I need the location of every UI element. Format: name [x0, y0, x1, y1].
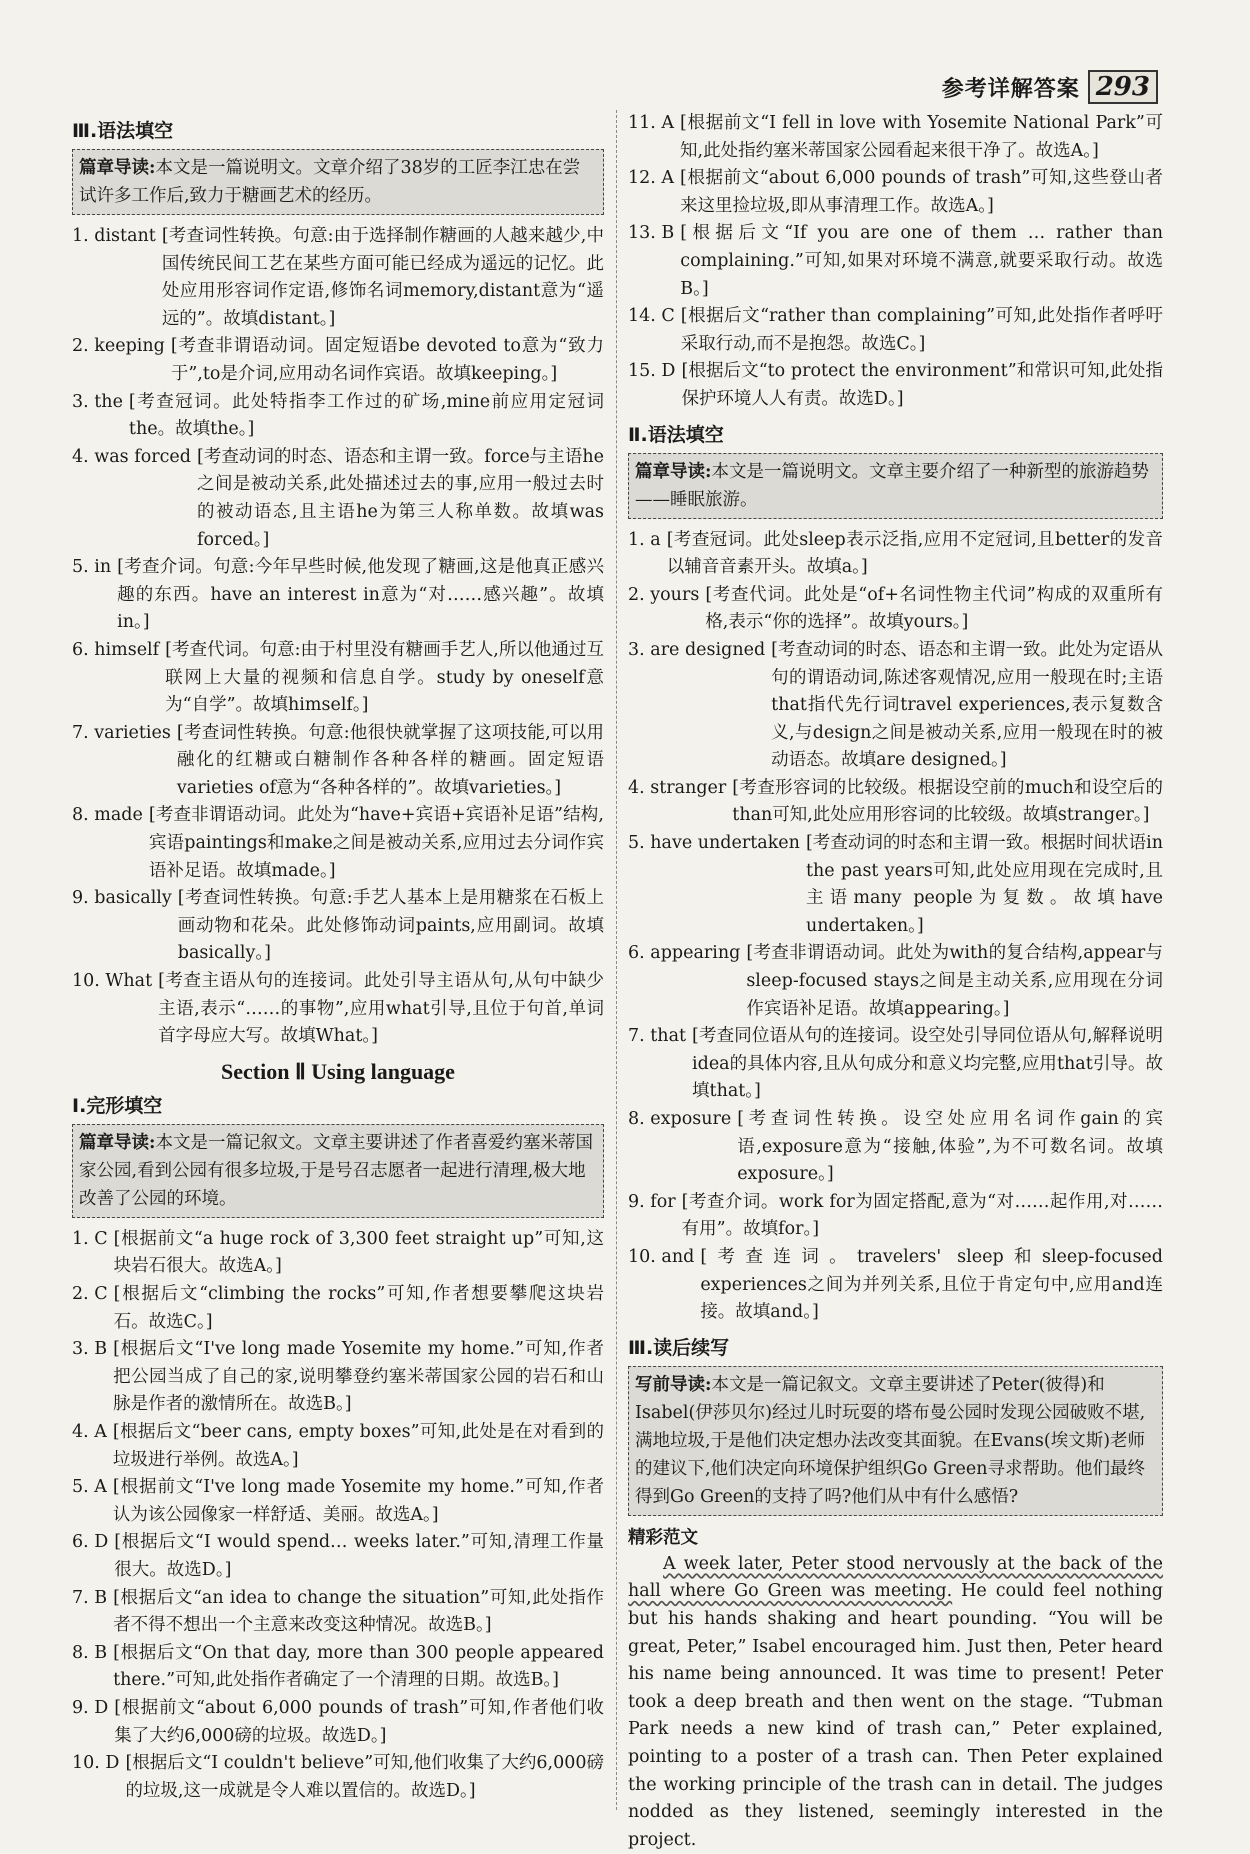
answer-item — [72, 802, 604, 885]
right-column — [628, 110, 1163, 1854]
answer-explanation: [根据前文“about 6,000 pounds of trash”可知,作者他们收集了大约6,000磅的垃圾。故选D。] — [114, 1697, 604, 1746]
section-heading: Ⅰ.完形填空 — [72, 1094, 163, 1117]
answer-number: 10. D — [72, 1753, 120, 1774]
answer-number: 9. basically — [72, 888, 172, 909]
answer-item — [72, 1529, 604, 1584]
answer-item — [628, 303, 1163, 358]
answer-number: 5. A — [72, 1477, 107, 1498]
answer-number: 2. keeping — [72, 336, 165, 357]
answer-number: 6. appearing — [628, 943, 741, 964]
answer-item — [628, 940, 1163, 1023]
answer-explanation: [考查词性转换。设空处应用名词作gain的宾语,exposure意为“接触,体验”,为不可数名词。故填exposure。] — [737, 1109, 1163, 1185]
header-title: 参考详解答案 — [941, 75, 1080, 102]
answer-item — [628, 165, 1163, 220]
reading-guide-box — [72, 149, 604, 215]
section-heading: Ⅱ.语法填空 — [628, 423, 724, 446]
answer-explanation: [考查非谓语动词。此处为with的复合结构,appear与sleep-focused stays之间是主动关系,应用现在分词作宾语补足语。故填appearing。] — [746, 943, 1163, 1019]
answer-explanation: [根据后文“to protect the environment”和常识可知,此处指保护环境人人有责。故选D。] — [681, 361, 1163, 409]
answer-explanation: [根据前文“a huge rock of 3,300 feet straight up”可知,这块岩石很大。故选A。] — [113, 1228, 604, 1277]
answer-explanation: [根据后文“climbing the rocks”可知,作者想要攀爬这块岩石。故选C。] — [113, 1284, 604, 1332]
answer-item — [72, 1281, 604, 1336]
answer-explanation: [根据前文“I fell in love with Yosemite National Park”可知,此处指约塞米蒂国家公园看起来很干净了。故选A。] — [680, 113, 1163, 161]
answer-explanation: [考查代词。此处是“of+名词性物主代词”构成的双重所有格,表示“你的选择”。故填yours。] — [705, 584, 1163, 633]
answer-item — [72, 1474, 604, 1529]
answer-number: 2. yours — [628, 584, 700, 605]
answer-item — [628, 1189, 1163, 1244]
answer-number: 10. and — [628, 1246, 695, 1267]
answer-list — [72, 223, 604, 1051]
answer-explanation: [考查冠词。此处特指李工作过的矿场,mine前应用定冠词the。故填the。] — [128, 391, 604, 440]
answer-explanation: [考查词性转换。句意:手艺人基本上是用糖浆在石板上画动物和花朵。此处修饰动词paints,应用副词。故填basically。] — [177, 888, 604, 964]
answer-number: 6. D — [72, 1532, 109, 1553]
answer-item — [72, 554, 604, 637]
answer-number: 4. stranger — [628, 777, 727, 798]
answer-number: 5. in — [72, 557, 112, 578]
answer-number: 1. C — [72, 1228, 108, 1249]
guide-label: 篇章导读: — [635, 461, 712, 482]
answer-explanation: [根据前文“about 6,000 pounds of trash”可知,这些登山者来这里捡垃圾,即从事清理工作。故选A。] — [680, 168, 1163, 216]
answer-item — [628, 582, 1163, 637]
answer-item — [628, 1244, 1163, 1327]
answer-number: 3. the — [72, 391, 123, 412]
answer-number: 7. that — [628, 1026, 687, 1047]
answer-number: 3. B — [72, 1339, 108, 1360]
writing-guide-box — [628, 1366, 1163, 1516]
answer-number: 10. What — [72, 971, 153, 992]
answer-item — [72, 1336, 604, 1419]
answer-item — [628, 110, 1163, 165]
section-heading: Ⅲ.读后续写 — [628, 1336, 730, 1359]
section-heading: Ⅲ.语法填空 — [72, 120, 174, 142]
answer-number: 1. a — [628, 529, 661, 550]
answer-explanation: [考查动词的时态、语态和主谓一致。此处为定语从句的谓语动词,陈述客观情况,应用一般现在时;主语that指代先行词travel experiences,表示复数含义,与design之间是被动关系,应用一般现在时的被动语态。故填are designed。] — [771, 639, 1163, 771]
answer-explanation: [考查冠词。此处sleep表示泛指,应用不定冠词,且better的发音以辅音音素开头。故填a。] — [666, 529, 1163, 578]
essay-first-sentence: A week later, Peter stood nervously at the back of the hall where Go Green was meeting. — [628, 1553, 1163, 1602]
answer-item — [72, 1750, 604, 1805]
answer-explanation: [考查介词。句意:今年早些时候,他发现了糖画,这是他真正感兴趣的东西。have an interest in意为“对……感兴趣”。故填in。] — [117, 557, 604, 633]
answer-number: 7. B — [72, 1587, 108, 1608]
answer-explanation: [根据后文“On that day, more than 300 people appeared there.”可知,此处指作者确定了一个清理的日期。故选B。] — [113, 1642, 604, 1691]
answer-item — [72, 223, 604, 333]
answer-number: 12. A — [628, 168, 675, 189]
answer-number: 15. D — [628, 361, 676, 382]
answer-item — [628, 527, 1163, 582]
answer-item — [72, 1585, 604, 1640]
answer-number: 8. B — [72, 1642, 108, 1663]
page-number: 293 — [1088, 70, 1158, 104]
answer-explanation: [考查主语从句的连接词。此处引导主语从句,从句中缺少主语,表示“……的事物”,应用what引导,且位于句首,单词首字母应大写。故填What。] — [158, 971, 604, 1047]
reading-guide-box — [628, 453, 1163, 519]
answer-number: 5. have undertaken — [628, 833, 800, 854]
answer-number: 11. A — [628, 113, 675, 133]
answer-item — [72, 1419, 604, 1474]
essay-body: He could feel nothing but his hands shaking and heart pounding. “You will be great, Peter,” Isabel encouraged him. Just then, Peter heard his name being announced. It was time to present! Peter took a deep breath and then went on the stage. “Tubman Park needs a new kind of trash can,” Peter explained, pointing to a poster of a trash can. Then Peter explained the working principle of the trash can in detail. The judges nodded as they listened, seemingly interested in the project. — [628, 1581, 1164, 1850]
answer-explanation: [考查形容词的比较级。根据设空前的much和设空后的than可知,此处应用形容词的比较级。故填stranger。] — [732, 777, 1163, 826]
answer-number: 8. exposure — [628, 1109, 732, 1129]
answer-item — [72, 1640, 604, 1695]
answer-item — [72, 1695, 604, 1750]
answer-explanation: [根据后文“I would spend… weeks later.”可知,清理工作量很大。故选D。] — [114, 1532, 604, 1580]
answer-number: 3. are designed — [628, 639, 766, 660]
answer-explanation: [考查词性转换。句意:由于选择制作糖画的人越来越少,中国传统民间工艺在某些方面可能已经成为遥远的记忆。此处应用形容词作定语,修饰名词memory,distant意为“遥远的”。故填distant。] — [161, 226, 604, 329]
answer-explanation: [根据后文“an idea to change the situation”可知,此处指作者不得不想出一个主意来改变这种情况。故选B。] — [113, 1587, 604, 1636]
answer-item — [628, 775, 1163, 830]
answer-item — [72, 389, 604, 444]
page-header — [942, 70, 1158, 104]
essay-title: 精彩范文 — [628, 1527, 698, 1548]
answer-explanation: [考查连词。travelers' sleep和sleep-focused experiences之间为并列关系,且位于肯定句中,应用and连接。故填and。] — [700, 1246, 1163, 1323]
guide-label: 写前导读: — [635, 1374, 712, 1395]
guide-text: 本文是一篇记叙文。文章主要讲述了Peter(彼得)和Isabel(伊莎贝尔)经过儿时玩耍的塔布曼公园时发现公园破败不堪,满地垃圾,于是他们决定想办法改变其面貌。在Evans(埃文斯)老师的建议下,他们决定向环境保护组织Go Green寻求帮助。他们最终得到Go Green的支持了吗?他们从中有什么感悟? — [635, 1374, 1146, 1507]
answer-item — [72, 720, 604, 803]
answer-item — [72, 885, 604, 968]
answer-number: 4. A — [72, 1421, 107, 1442]
answer-item — [72, 1226, 604, 1281]
answer-item — [72, 333, 604, 388]
answer-explanation: [考查词性转换。句意:他很快就掌握了这项技能,可以用融化的红糖或白糖制作各种各样的糖画。固定短语varieties of意为“各种各样的”。故填varieties。] — [176, 722, 604, 798]
answer-item — [628, 830, 1163, 940]
answer-item — [628, 637, 1163, 775]
answer-explanation: [考查动词的时态和主谓一致。根据时间状语in the past years可知,此处应用现在完成时,且主语many people为复数。故填have undertaken。] — [805, 833, 1163, 936]
answer-explanation: [考查介词。work for为固定搭配,意为“对……起作用,对……有用”。故填for。] — [681, 1191, 1163, 1240]
answer-explanation: [根据前文“I've long made Yosemite my home.”可知,作者认为该公园像家一样舒适、美丽。故选A。] — [112, 1477, 604, 1525]
answer-explanation: [考查动词的时态、语态和主谓一致。force与主语he之间是被动关系,此处描述过去的事,应用一般过去时的被动语态,且主语he为第三人称单数。故填was forced。] — [196, 446, 604, 550]
answer-item — [72, 444, 604, 554]
column-divider — [616, 110, 617, 1810]
answer-number: 13. B — [628, 223, 675, 244]
guide-label: 篇章导读: — [79, 1132, 156, 1153]
section-title: Section Ⅱ Using language — [221, 1058, 455, 1084]
answer-item — [628, 358, 1163, 413]
answer-number: 14. C — [628, 306, 675, 327]
answer-explanation: [根据后文“rather than complaining”可知,此处指作者呼吁采取行动,而不是抱怨。故选C。] — [680, 306, 1163, 354]
guide-text: 本文是一篇记叙文。文章主要讲述了作者喜爱约塞米蒂国家公园,看到公园有很多垃圾,于是号召志愿者一起进行清理,极大地改善了公园的环境。 — [79, 1132, 593, 1209]
answer-explanation: [根据后文“I've long made Yosemite my home.”可知,作者把公园当成了自己的家,说明攀登约塞米蒂国家公园的岩石和山脉是作者的激情所在。故选B。] — [113, 1339, 604, 1415]
answer-list — [628, 527, 1163, 1327]
answer-explanation: [考查非谓语动词。此处为“have+宾语+宾语补足语”结构,宾语paintings和make之间是被动关系,应用过去分词作宾语补足语。故填made。] — [148, 805, 604, 881]
answer-explanation: [根据后文“beer cans, empty boxes”可知,此处是在对看到的垃圾进行举例。故选A。] — [112, 1421, 604, 1470]
guide-label: 篇章导读: — [79, 158, 156, 178]
answer-list — [72, 1226, 604, 1805]
answer-explanation: [考查同位语从句的连接词。设空处引导同位语从句,解释说明idea的具体内容,且从句成分和意义均完整,应用that引导。故填that。] — [692, 1026, 1163, 1102]
answer-item — [72, 968, 604, 1051]
left-column — [72, 110, 604, 1805]
answer-number: 9. for — [628, 1191, 676, 1212]
answer-explanation: [考查非谓语动词。固定短语be devoted to意为“致力于”,to是介词,应用动名词作宾语。故填keeping。] — [170, 336, 604, 384]
answer-item — [72, 637, 604, 720]
answer-explanation: [考查代词。句意:由于村里没有糖画手艺人,所以他通过互联网上大量的视频和信息自学。study by oneself意为“自学”。故填himself。] — [165, 639, 604, 716]
answer-item — [628, 1106, 1163, 1189]
answer-item — [628, 220, 1163, 303]
guide-text: 本文是一篇说明文。文章介绍了38岁的工匠李江忠在尝试许多工作后,致力于糖画艺术的经历。 — [79, 158, 581, 206]
answer-number: 9. D — [72, 1697, 109, 1718]
answer-number: 1. distant — [72, 226, 156, 246]
answer-number: 7. varieties — [72, 722, 171, 743]
answer-number: 8. made — [72, 805, 143, 826]
model-essay — [628, 1551, 1163, 1854]
answer-number: 2. C — [72, 1284, 108, 1304]
answer-explanation: [根据后文“If you are one of them … rather than complaining.”可知,如果对环境不满意,就要采取行动。故选B。] — [680, 223, 1163, 299]
answer-explanation: [根据后文“I couldn't believe”可知,他们收集了大约6,000磅的垃圾,这一成就是令人难以置信的。故选D。] — [125, 1753, 604, 1801]
reading-guide-box — [72, 1124, 604, 1218]
answer-item — [628, 1023, 1163, 1106]
guide-text: 本文是一篇说明文。文章主要介绍了一种新型的旅游趋势——睡眠旅游。 — [635, 461, 1149, 510]
answer-number: 6. himself — [72, 639, 160, 660]
answer-number: 4. was forced — [72, 446, 191, 467]
answer-list — [628, 110, 1163, 414]
